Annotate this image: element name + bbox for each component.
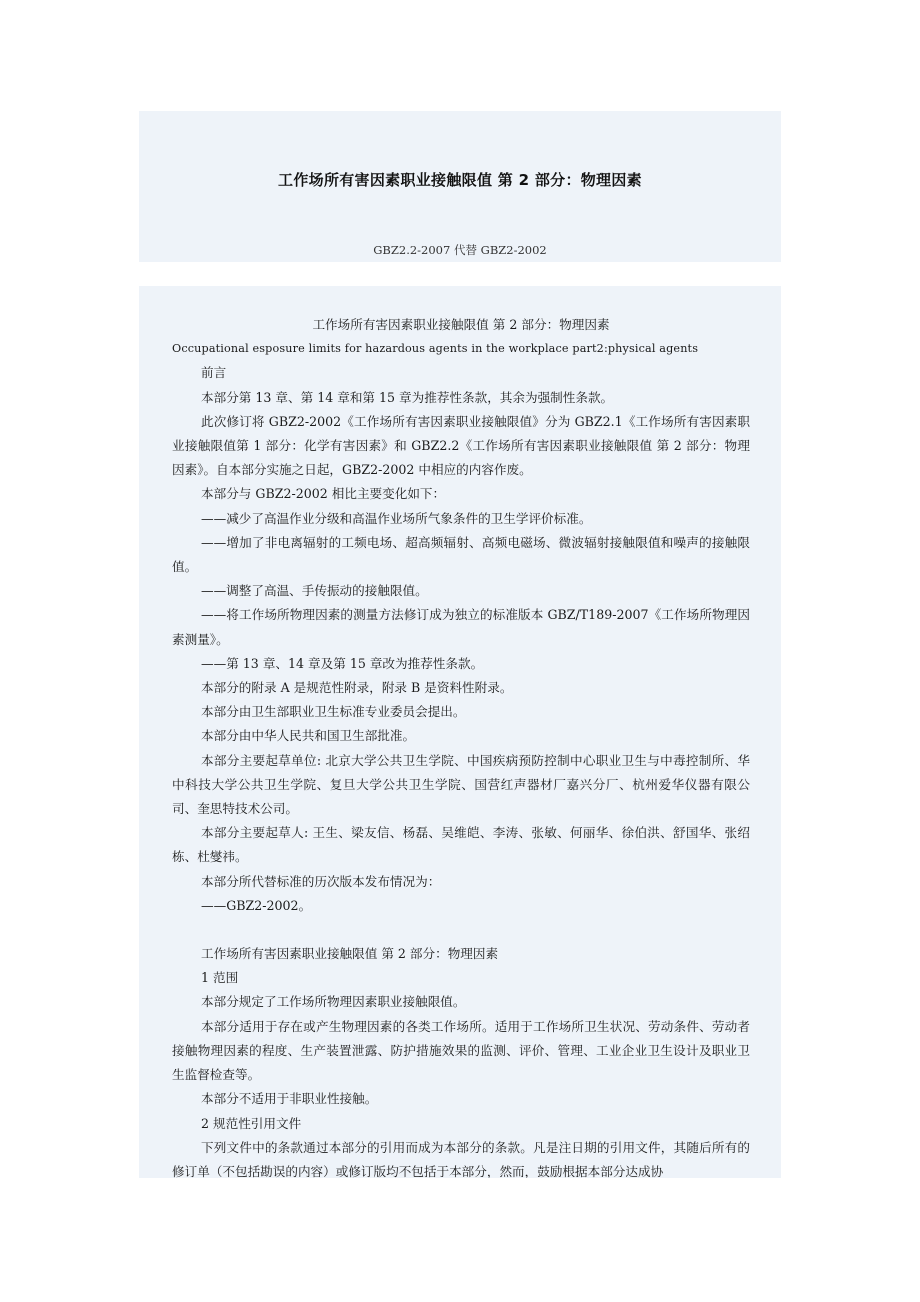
change-item: ——减少了高温作业分级和高温作业场所气象条件的卫生学评价标准。	[201, 510, 592, 526]
document-body	[139, 286, 781, 1178]
paragraph: 本部分由卫生部职业卫生标准专业委员会提出。	[201, 704, 466, 720]
paragraph: 本部分的附录 A 是规范性附录，附录 B 是资料性附录。	[201, 680, 513, 696]
spacer	[172, 918, 750, 942]
standard-code: GBZ2.2-2007 代替 GBZ2-2002	[373, 243, 547, 257]
document-text	[172, 313, 750, 1178]
drafting-units: 本部分主要起草单位: 北京大学公共卫生学院、中国疾病预防控制中心职业卫生与中毒控制所、华中科技大学公共卫生学院、复旦大学公共卫生学院、国营红声器材厂嘉兴分厂、杭州爱华仪器有限公司、奎思特技术公司。	[172, 752, 750, 817]
paragraph: 本部分规定了工作场所物理因素职业接触限值。	[201, 994, 466, 1010]
paragraph: 本部分第 13 章、第 14 章和第 15 章为推荐性条款，其余为强制性条款。	[201, 389, 614, 405]
document-title-cn: 工作场所有害因素职业接触限值 第 2 部分：物理因素	[312, 317, 610, 332]
paragraph: 此次修订将 GBZ2-2002《工作场所有害因素职业接触限值》分为 GBZ2.1《工作场所有害因素职业接触限值第 1 部分：化学有害因素》和 GBZ2.2《工作场所有害因素职业接触限值 第 2 部分：物理因素》。自本部分实施之日起，GBZ2-2002 中相应的内容作废。	[172, 413, 750, 478]
change-item: ——GBZ2-2002。	[201, 897, 312, 913]
document-header	[139, 111, 781, 262]
change-item: ——增加了非电离辐射的工频电场、超高频辐射、高频电磁场、微波辐射接触限值和噪声的接触限值。	[172, 534, 750, 575]
paragraph: 本部分所代替标准的历次版本发布情况为：	[201, 873, 441, 889]
change-item: ——调整了高温、手传振动的接触限值。	[201, 583, 428, 599]
document-title-en: Occupational esposure limits for hazardous agents in the workplace part2:physical agents	[172, 342, 699, 356]
paragraph: 本部分适用于存在或产生物理因素的各类工作场所。适用于工作场所卫生状况、劳动条件、劳动者接触物理因素的程度、生产装置泄露、防护措施效果的监测、评价、管理、工业企业卫生设计及职业卫生监督检查等。	[172, 1018, 750, 1083]
references-heading: 2 规范性引用文件	[201, 1115, 302, 1131]
drafters: 本部分主要起草人: 王生、梁友信、杨磊、吴维皑、李涛、张敏、何丽华、徐伯洪、舒国华、张绍栋、杜燮祎。	[172, 825, 750, 865]
section-title: 工作场所有害因素职业接触限值 第 2 部分：物理因素	[201, 946, 499, 962]
foreword-heading: 前言	[201, 365, 227, 381]
change-item: ——第 13 章、14 章及第 15 章改为推荐性条款。	[201, 655, 484, 671]
paragraph: 本部分由中华人民共和国卫生部批准。	[201, 728, 416, 744]
paragraph: 本部分不适用于非职业性接触。	[201, 1091, 378, 1107]
change-item: ——将工作场所物理因素的测量方法修订成为独立的标准版本 GBZ/T189-2007《工作场所物理因素测量》。	[172, 607, 750, 647]
paragraph: 下列文件中的条款通过本部分的引用而成为本部分的条款。凡是注日期的引用文件，其随后所有的修订单（不包括勘误的内容）或修订版均不包括于本部分，然而，鼓励根据本部分达成协	[172, 1139, 750, 1178]
paragraph: 本部分与 GBZ2-2002 相比主要变化如下：	[201, 486, 446, 502]
scope-heading: 1 范围	[201, 970, 239, 986]
page-title: 工作场所有害因素职业接触限值 第 2 部分：物理因素	[278, 171, 642, 189]
